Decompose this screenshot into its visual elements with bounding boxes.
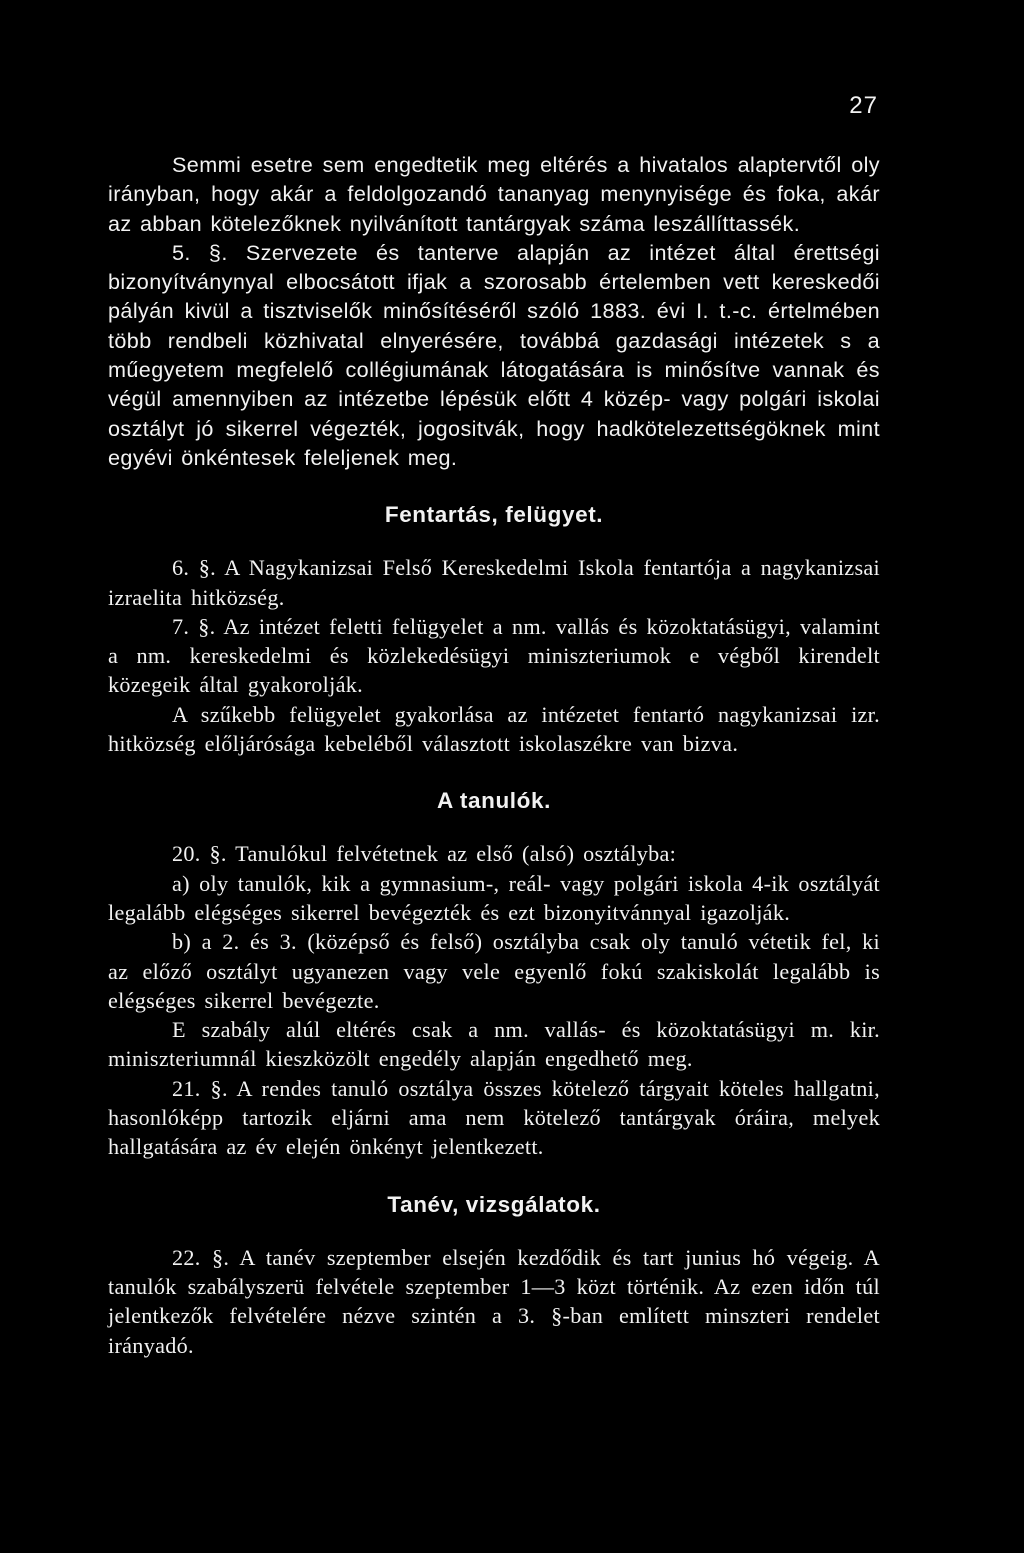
section-heading-tanulok: A tanulók. <box>437 788 551 814</box>
section-heading-tanev: Tanév, vizsgálatok. <box>387 1191 601 1217</box>
paragraph-21-section: 21. §. A rendes tanuló osztálya összes kötelező tárgyait köteles hallgatni, hasonlóképp tartozik eljárni ama nem kötelező tantárgyak óráira, melyek hallgatására az év elején önkényt jelentkezett. <box>108 1075 880 1160</box>
page-number: 27 <box>849 92 878 119</box>
paragraph-7-section: 7. §. Az intézet feletti felügyelet a nm. vallás és közoktatásügyi, valamint a nm. kereskedelmi és közlekedésügyi miniszteriumok e végből kirendelt közegeik által gyakorolják. <box>108 613 880 698</box>
section-tanev <box>108 1190 880 1360</box>
spacer <box>108 529 880 553</box>
section-heading-fentartas: Fentartás, felügyet. <box>384 502 604 528</box>
spacer <box>108 1219 880 1243</box>
section-fentartas <box>108 500 880 758</box>
spacer <box>108 472 880 500</box>
paragraph-20-section: 20. §. Tanulókul felvétetnek az első (alsó) osztályba: <box>172 841 677 867</box>
spacer <box>108 1162 880 1190</box>
spacer <box>108 758 880 786</box>
spacer <box>108 815 880 839</box>
paragraph-20b: b) a 2. és 3. (középső és felső) osztályba csak oly tanuló vétetik fel, ki az előző osztályt ugyanezen vagy vele egyenlő fokú szakiskolát legalább is elégséges sikerrel bevégezte. <box>108 929 880 1013</box>
paragraph-22-section: 22. §. A tanév szeptember elsején kezdődik és tart junius hó végeig. A tanulók szabályszerü felvétele szeptember 1—3 közt történik. Az ezen időn túl jelentkezők felvételére nézve szintén a 3. §-ban említett minszteri rendelet irányadó. <box>108 1244 880 1358</box>
page-body <box>108 150 880 1360</box>
paragraph-20a: a) oly tanulók, kik a gymnasium-, reál- vagy polgári iskola 4-ik osztályát legalább elégséges sikerrel bevégezték és ezt bizonyitvánnyal igazolják. <box>108 870 880 925</box>
paragraph-exception: E szabály alúl eltérés csak a nm. vallás- és közoktatásügyi m. kir. miniszteriumnál kieszközölt engedély alapján engedhető meg. <box>108 1017 880 1072</box>
paragraph-curriculum-rule: Semmi esetre sem engedtetik meg eltérés a hivatalos alaptervtől oly irányban, hogy akár a feldolgozandó tananyag menynyisége és foka, akár az abban kötelezőknek nyilvánított tantárgyak száma leszállíttassék. <box>108 152 880 236</box>
paragraph-supervision: A szűkebb felügyelet gyakorlása az intézetet fentartó nagykanizsai izr. hitközség előljárósága kebeléből választott iskolaszékre van bizva. <box>108 701 880 757</box>
section-tanulok <box>108 786 880 1161</box>
paragraph-5-section: 5. §. Szervezete és tanterve alapján az intézet által érettségi bizonyítványnyal elbocsátott ifjak a szorosabb értelemben vett kereskedői pályán kivül a tisztviselők minősítéséről szóló 1883. évi I. t.-c. értelmében több rendbeli közhivatal elnyerésére, továbbá gazdasági intézetek s a műegyetem megfelelő collégiumának látogatására is minősítve vannak és végül amennyiben az intézetbe lépésük előtt 4 közép- vagy polgári iskolai osztályt jó sikerrel végezték, jogositvák, hogy hadkötelezettségöknek mint egyévi önkéntesek feleljenek meg. <box>108 239 880 470</box>
paragraph-6-section: 6. §. A Nagykanizsai Felső Kereskedelmi Iskola fentartója a nagykanizsai izraelita hitközség. <box>108 555 880 610</box>
